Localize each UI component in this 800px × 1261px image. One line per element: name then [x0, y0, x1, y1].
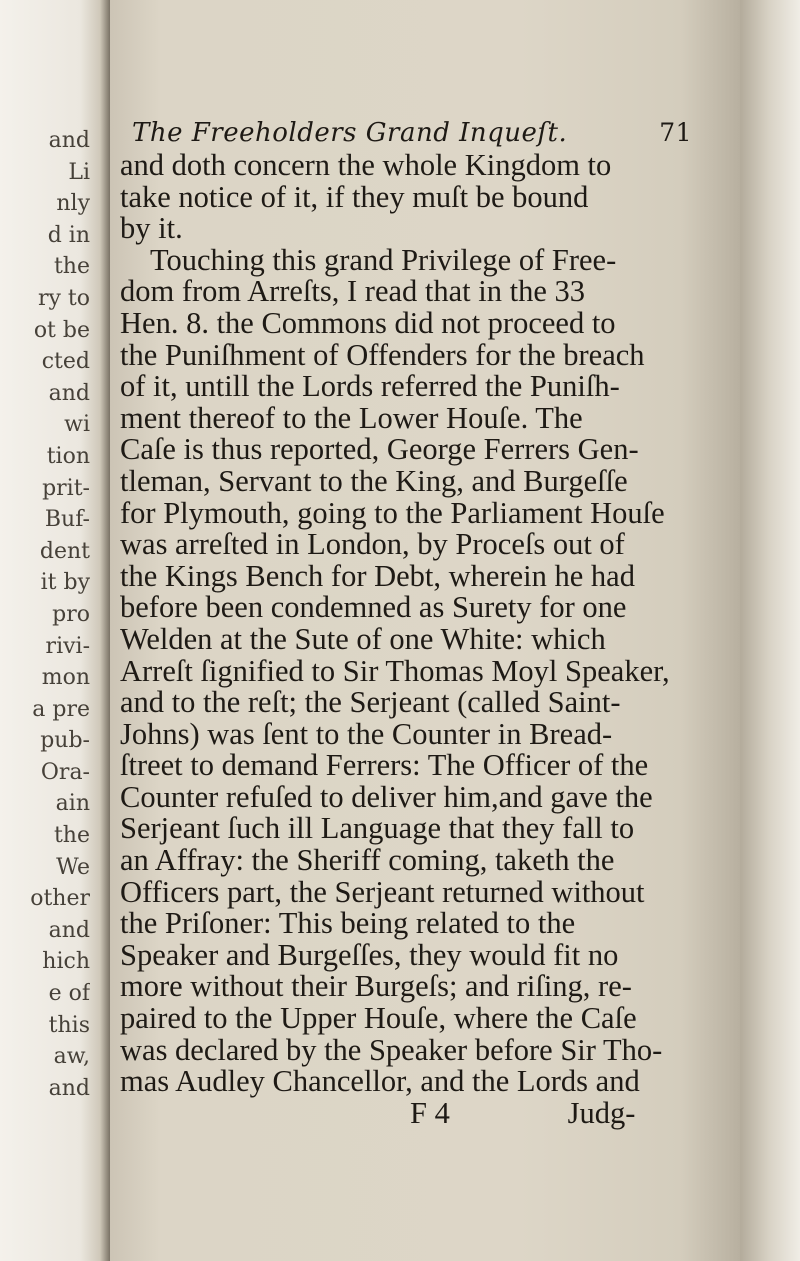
fragment-line: other [30, 886, 90, 912]
fragment-line: mon [41, 665, 90, 691]
text-line: dom from Arreſts, I read that in the 33 [120, 274, 586, 309]
text-line: paired to the Upper Houſe, where the Caſe [120, 1001, 637, 1036]
fragment-line: the [53, 823, 90, 849]
text-line: Arreſt ſignified to Sir Thomas Moyl Speaker, [120, 653, 670, 688]
right-page-edge [740, 0, 800, 1261]
text-line: ſtreet to demand Ferrers: The Officer of the [120, 748, 649, 783]
fragment-line: tion [46, 443, 90, 469]
fragment-line: and [48, 380, 90, 406]
fragment-line: a pre [32, 696, 90, 722]
text-line: before been condemned as Surety for one [120, 590, 627, 625]
fragment-line: Ora- [40, 759, 90, 785]
fragment-line: and [48, 1075, 90, 1101]
fragment-line: hich [42, 949, 90, 975]
fragment-line: rivi- [45, 633, 90, 659]
text-line: for Plymouth, going to the Parliament Houſe [120, 495, 665, 530]
text-line: was declared by the Speaker before Sir Tho- [120, 1032, 663, 1067]
fragment-line: ain [55, 791, 90, 817]
footer-line [120, 1095, 720, 1130]
facing-page-fragments [0, 125, 90, 1104]
text-line: Hen. 8. the Commons did not proceed to [120, 305, 616, 340]
fragment-line: e of [48, 981, 90, 1007]
text-line: Touching this grand Privilege of Free- [120, 242, 617, 277]
fragment-line: and [48, 917, 90, 943]
text-line: Serjeant ſuch ill Language that they fall to [120, 811, 635, 846]
text-line: by it. [120, 211, 183, 246]
page-number: 71 [659, 118, 692, 147]
text-line: an Affray: the Sheriff coming, taketh the [120, 843, 615, 878]
book-page [120, 118, 720, 1129]
fragment-line: ry to [37, 285, 90, 311]
catchword: Judg- [567, 1095, 636, 1130]
text-line: Counter refuſed to deliver him,and gave the [120, 779, 653, 814]
fragment-line: prit- [42, 475, 90, 501]
fragment-line: cted [41, 349, 90, 375]
text-line: Speaker and Burgeſſes, they would fit no [120, 937, 619, 972]
text-line: Johns) was ſent to the Counter in Bread- [120, 716, 613, 751]
text-line: the Priſoner: This being related to the [120, 906, 576, 941]
fragment-line: Li [68, 159, 90, 185]
fragment-line: aw, [53, 1044, 90, 1070]
text-line: was arreſted in London, by Proceſs out of [120, 527, 625, 562]
text-line: and doth concern the whole Kingdom to [120, 148, 612, 182]
text-line: Officers part, the Serjeant returned without [120, 874, 645, 909]
text-line: ment thereof to the Lower Houſe. The [120, 400, 583, 435]
fragment-line: Buf- [44, 507, 90, 533]
fragment-line: nly [56, 191, 90, 217]
text-line: more without their Burgeſs; and riſing, re- [120, 969, 632, 1004]
text-line: Welden at the Sute of one White: which [120, 621, 606, 656]
fragment-line: d in [47, 222, 90, 248]
fragment-line: it by [40, 570, 90, 596]
fragment-line: pro [52, 601, 90, 627]
fragment-line: dent [39, 538, 90, 564]
fragment-line: ot be [33, 317, 90, 343]
fragment-line: wi [64, 412, 90, 438]
fragment-line: pub- [40, 728, 90, 754]
signature-mark: F 4 [410, 1095, 450, 1130]
text-line: mas Audley Chancellor, and the Lords and [120, 1064, 640, 1099]
fragment-line: this [48, 1012, 90, 1038]
text-line: tleman, Servant to the King, and Burgeſſe [120, 463, 628, 498]
text-line: the Kings Bench for Debt, wherein he had [120, 558, 635, 593]
text-line: and to the reſt; the Serjeant (called Saint- [120, 685, 621, 720]
fragment-line: the [53, 254, 90, 280]
text-line: the Puniſhment of Offenders for the breach [120, 337, 645, 372]
fragment-line: and [48, 128, 90, 153]
running-title: The Freeholders Grand Inqueſt. [132, 118, 568, 148]
text-line: Caſe is thus reported, George Ferrers Gen- [120, 432, 639, 467]
text-line: take notice of it, if they muſt be bound [120, 179, 589, 214]
body-text [120, 150, 720, 1129]
fragment-line: We [56, 854, 90, 880]
running-header [132, 118, 712, 148]
text-line: of it, untill the Lords referred the Puniſh- [120, 369, 620, 404]
